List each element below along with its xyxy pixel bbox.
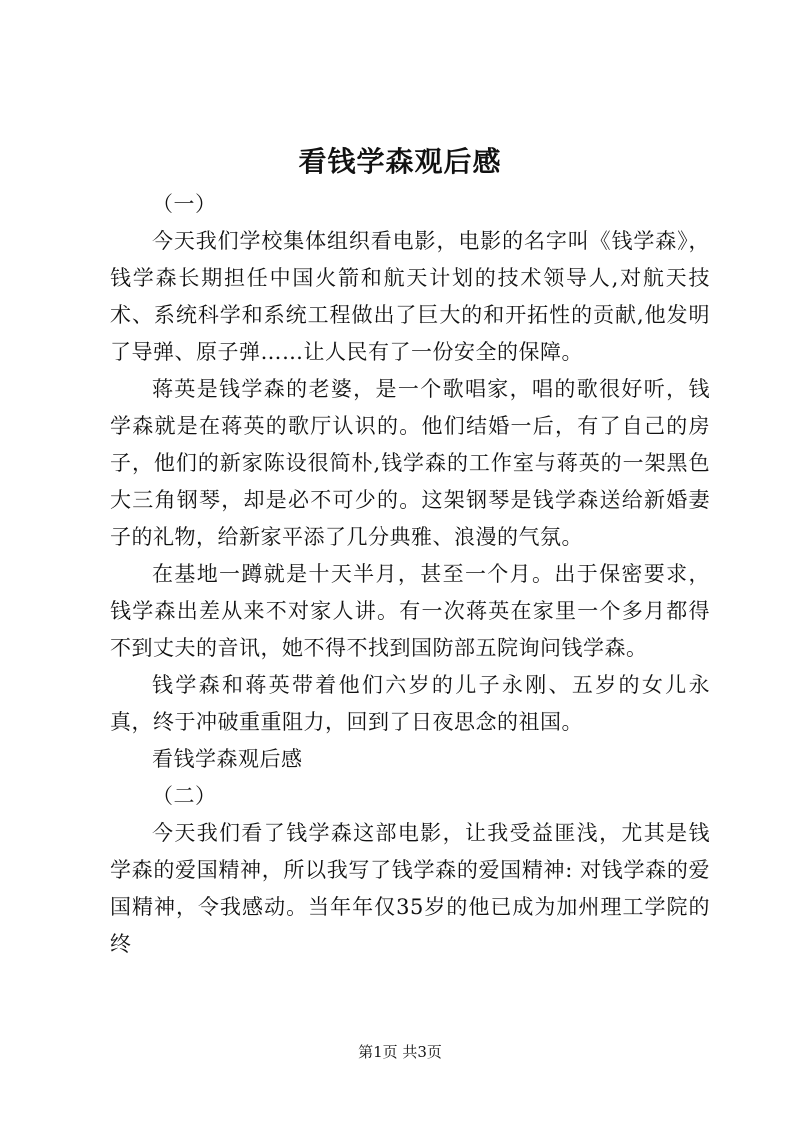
paragraph-subtitle: 看钱学森观后感 bbox=[152, 747, 303, 771]
document-body bbox=[110, 186, 710, 963]
paragraph-5: 今天我们看了钱学森这部电影，让我受益匪浅，尤其是钱学森的爱国精神，所以我写了钱学森的爱国精神: 对钱学森的爱国精神，令我感动。当年年仅35岁的他已成为加州理工学院的终 bbox=[110, 821, 710, 956]
paragraph-1: 今天我们学校集体组织看电影，电影的名字叫《钱学森》，钱学森长期担任中国火箭和航天计划的技术领导人,对航天技术、系统科学和系统工程做出了巨大的和开拓性的贡献,他发明了导弹、原子弹……让人民有了一份安全的保障。 bbox=[110, 229, 710, 364]
page-footer: 第1页 共3页 bbox=[358, 1043, 442, 1061]
document-title: 看钱学森观后感 bbox=[298, 145, 502, 178]
paragraph-4: 钱学森和蒋英带着他们六岁的儿子永刚、五岁的女儿永真，终于冲破重重阻力，回到了日夜思念的祖国。 bbox=[110, 673, 710, 734]
paragraph-3: 在基地一蹲就是十天半月，甚至一个月。出于保密要求，钱学森出差从来不对家人讲。有一次蒋英在家里一个多月都得不到丈夫的音讯，她不得不找到国防部五院询问钱学森。 bbox=[110, 562, 710, 660]
paragraph-section-one-heading: （一） bbox=[152, 192, 217, 216]
paragraph-section-two-heading: （二） bbox=[152, 784, 217, 808]
paragraph-2: 蒋英是钱学森的老婆，是一个歌唱家，唱的歌很好听，钱学森就是在蒋英的歌厅认识的。他们结婚一后，有了自己的房子，他们的新家陈设很简朴,钱学森的工作室与蒋英的一架黑色大三角钢琴，却是必不可少的。这架钢琴是钱学森送给新婚妻子的礼物，给新家平添了几分典雅、浪漫的气氛。 bbox=[110, 377, 710, 549]
